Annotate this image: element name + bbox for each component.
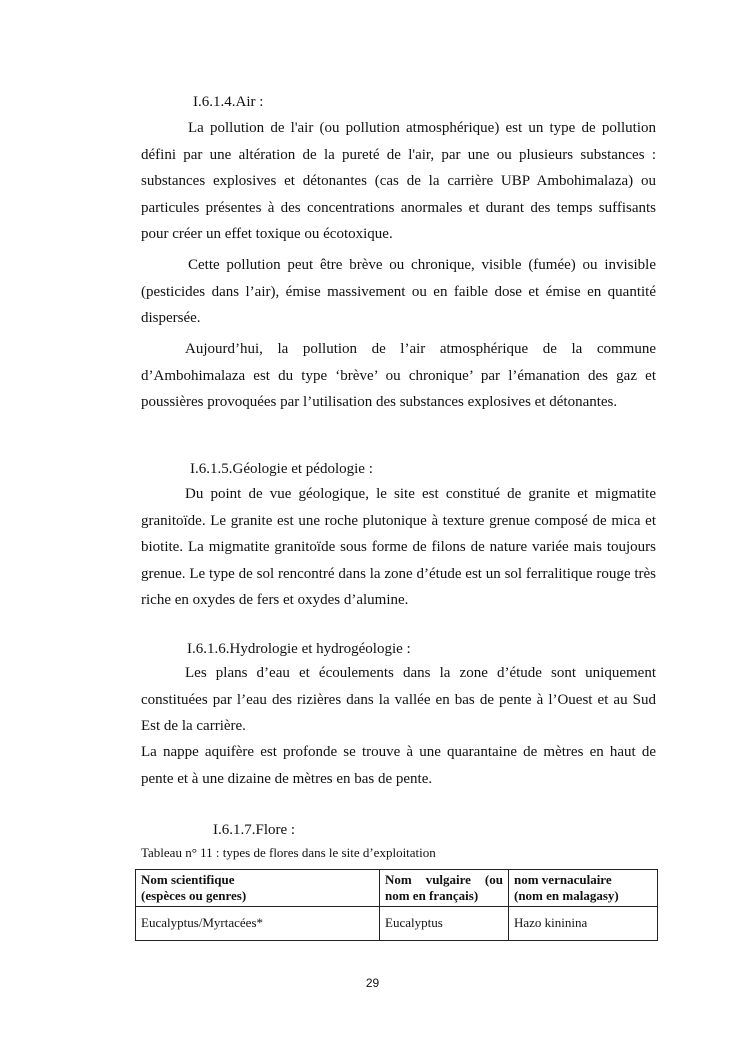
section-heading-air: I.6.1.4.Air : [193,94,264,110]
header-line: (nom en malagasy) [514,888,619,903]
table-header-row [136,870,658,907]
section-heading-geologie: I.6.1.5.Géologie et pédologie : [190,461,373,477]
paragraph-geologie: Du point de vue géologique, le site est constitué de granite et migmatite granitoïde. Le granite est une roche plutonique à texture grenue composé de mica et biotite. La migmatite granitoïde sous forme de filons de nature variée mais toujours grenue. Le type de sol rencontré dans la zone d’étude est un sol ferralitique rouge très riche en oxydes de fers et oxydes d’alumine. [141,486,656,608]
header-line: nom vernaculaire [514,872,612,887]
paragraph-air-definition: La pollution de l'air (ou pollution atmosphérique) est un type de pollution défini par une altération de la pureté de l'air, par une ou plusieurs substances : substances explosives et détonantes (cas de la carrière UBP Ambohimalaza) ou particules présentes à des concentrations anormales et durant des temps suffisants pour créer un effet toxique ou écotoxique. [141,120,656,242]
header-line: (espèces ou genres) [141,888,247,903]
cell-nom-vernaculaire: Hazo kininina [509,907,658,941]
paragraph-air-ambohimalaza: Aujourd’hui, la pollution de l’air atmosphérique de la commune d’Ambohimalaza est du type ‘brève’ ou chronique’ par l’émanation des gaz et poussières provoquées par l’utilisation des substances explosives et détonantes. [141,341,656,410]
header-nom-vernaculaire [509,870,658,907]
header-nom-scientifique [136,870,380,907]
table-caption: Tableau n° 11 : types de flores dans le site d’exploitation [141,845,436,860]
paragraph-hydrologie-nappe: La nappe aquifère est profonde se trouve à une quarantaine de mètres en haut de pente et à une dizaine de mètres en bas de pente. [141,744,656,787]
paragraph-air-types: Cette pollution peut être brève ou chronique, visible (fumée) ou invisible (pesticides dans l’air), émise massivement ou en faible dose et émise en quantité dispersée. [141,257,656,326]
page-number: 29 [365,976,380,990]
header-line: Nom vulgaire (ou [385,872,503,887]
section-heading-hydrologie: I.6.1.6.Hydrologie et hydrogéologie : [187,641,411,657]
header-line: Nom scientifique [141,872,235,887]
section-heading-flore: I.6.1.7.Flore : [213,822,296,838]
paragraph-hydrologie-eaux: Les plans d’eau et écoulements dans la zone d’étude sont uniquement constituées par l’eau des rizières dans la vallée en bas de pente à l’Ouest et au Sud Est de la carrière. [141,665,656,734]
cell-nom-scientifique: Eucalyptus/Myrtacées* [136,907,380,941]
header-line: nom en français) [385,888,479,903]
table-row [136,907,658,941]
flora-table [135,869,658,941]
cell-nom-vulgaire: Eucalyptus [380,907,509,941]
header-nom-vulgaire [380,870,509,907]
